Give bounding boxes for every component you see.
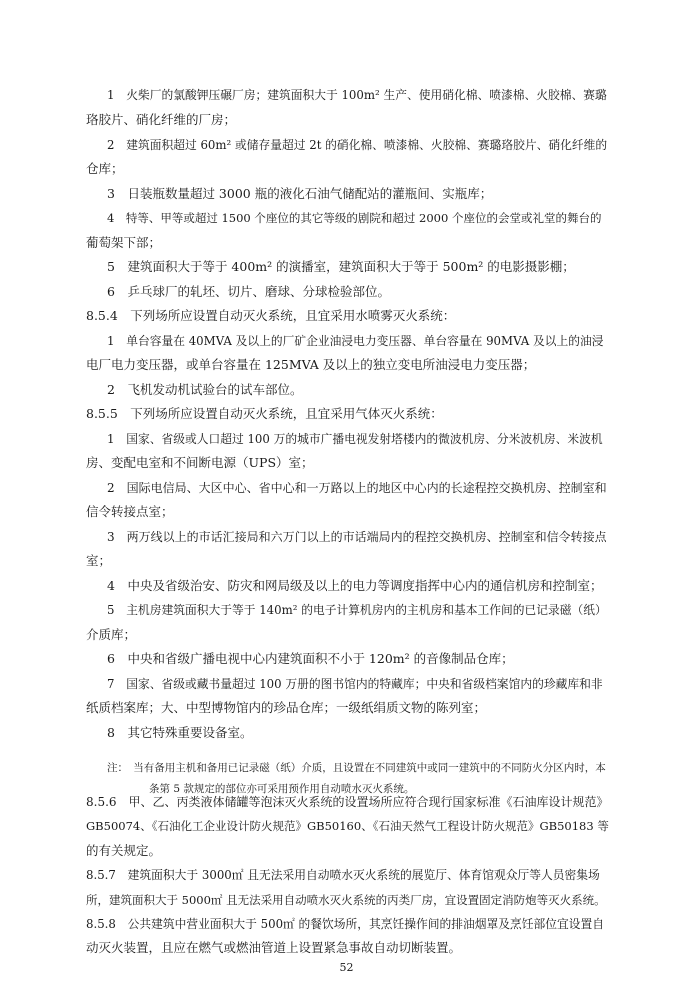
section-heading: 8.5.8 公共建筑中营业面积大于 500㎡ 的餐饮场所，其烹饪操作间的排油烟罩及烹饪部位宜设置自 (86, 917, 605, 931)
text-line: 仓库； (86, 161, 124, 176)
page-number: 52 (339, 961, 354, 974)
text-line: 葡萄架下部； (86, 235, 162, 250)
section-heading: 8.5.5 下列场所应设置自动灭火系统，且宜采用气体灭火系统： (86, 406, 443, 421)
text-line: 纸质档案库；大、中型博物馆内的珍品仓库；一级纸绢质文物的陈列室； (86, 700, 487, 715)
list-item: 1 单台容量在 40MVA 及以上的厂矿企业油浸电力变压器、单台容量在 90MVA 及以上的油浸 (107, 334, 604, 348)
text-line: 珞胶片、硝化纤维的厂房； (86, 112, 237, 127)
section-heading: 8.5.6 甲、乙、丙类液体储罐等泡沫灭火系统的设置场所应符合现行国家标准《石油库设计规范》 (86, 795, 609, 809)
text-line: 房、变配电室和不间断电源（UPS）室； (86, 455, 314, 470)
list-item: 2 飞机发动机试验台的试车部位。 (107, 382, 303, 397)
list-item: 3 日装瓶数量超过 3000 瓶的液化石油气储配站的灌瓶间、实瓶库； (107, 186, 493, 201)
list-item: 5 建筑面积大于等于 400m² 的演播室，建筑面积大于等于 500m² 的电影摄影棚； (107, 259, 575, 274)
text-line: 信令转接点室； (86, 504, 174, 519)
list-item: 7 国家、省级或藏书量超过 100 万册的图书馆内的特藏库；中央和省级档案馆内的珍藏库和非 (107, 677, 603, 691)
note-line: 条第 5 款规定的部位亦可采用预作用自动喷水灭火系统。 (149, 782, 415, 795)
text-line: GB50074、《石油化工企业设计防火规范》GB50160、《石油天然气工程设计防火规范》GB50183 等 (86, 819, 609, 833)
section-heading: 8.5.7 建筑面积大于 3000㎡ 且无法采用自动喷水灭火系统的展览厅、体育馆观众厅等人员密集场 (86, 868, 600, 882)
list-item: 5 主机房建筑面积大于等于 140m² 的电子计算机房内的主机房和基本工作间的已记录磁（纸） (107, 603, 607, 617)
list-item: 6 中央和省级广播电视中心内建筑面积不小于 120m² 的音像制品仓库； (107, 651, 514, 666)
list-item: 4 特等、甲等或超过 1500 个座位的其它等级的剧院和超过 2000 个座位的会堂或礼堂的舞台的 (107, 211, 602, 225)
section-heading: 8.5.4 下列场所应设置自动灭火系统，且宜采用水喷雾灭火系统： (86, 308, 456, 323)
list-item: 8 其它特殊重要设备室。 (107, 725, 253, 740)
text-line: 电厂电力变压器，或单台容量在 125MVA 及以上的独立变电所油浸电力变压器； (86, 357, 536, 372)
note-line: 注： 当有备用主机和备用已记录磁（纸）介质，且设置在不同建筑中或同一建筑中的不同防火分区内时，本 (107, 761, 606, 774)
list-item: 2 国际电信局、大区中心、省中心和一万路以上的地区中心内的长途程控交换机房、控制室和 (107, 481, 607, 495)
text-line: 的有关规定。 (86, 843, 162, 858)
text-line: 所，建筑面积大于 5000㎡ 且无法采用自动喷水灭火系统的丙类厂房，宜设置固定消防炮等灭火系统。 (86, 893, 606, 907)
list-item: 4 中央及省级治安、防灾和网局级及以上的电力等调度指挥中心内的通信机房和控制室； (107, 578, 603, 593)
list-item: 6 乒乓球厂的轧坯、切片、磨球、分球检验部位。 (107, 284, 390, 299)
list-item: 1 火柴厂的氯酸钾压碾厂房；建筑面积大于 100m² 生产、使用硝化棉、喷漆棉、火胶棉、赛璐 (107, 88, 607, 102)
list-item: 3 两万线以上的市话汇接局和六万门以上的市话端局内的程控交换机房、控制室和信令转接点 (107, 530, 607, 544)
text-line: 室； (86, 553, 112, 568)
list-item: 1 国家、省级或人口超过 100 万的城市广播电视发射塔楼内的微波机房、分米波机房、米波机 (107, 432, 603, 446)
text-line: 介质库； (86, 627, 137, 642)
text-line: 动灭火装置，且应在燃气或燃油管道上设置紧急事故自动切断装置。 (86, 940, 462, 955)
list-item: 2 建筑面积超过 60m² 或储存量超过 2t 的硝化棉、喷漆棉、火胶棉、赛璐珞胶片、硝化纤维的 (107, 138, 608, 152)
